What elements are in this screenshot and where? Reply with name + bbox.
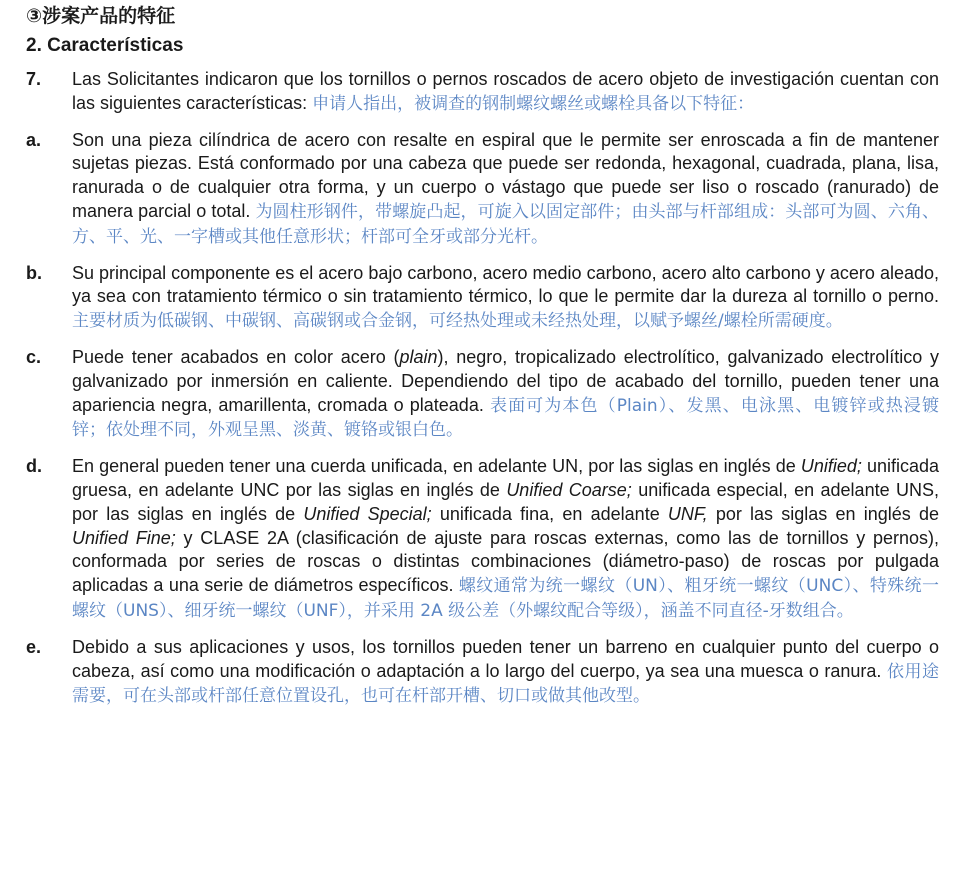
spanish-text: unificada fina, en adelante xyxy=(431,503,668,524)
spanish-italic-term: Unified Special; xyxy=(303,503,432,524)
paragraph-a xyxy=(26,129,939,250)
chinese-translation: 依用途需要，可在头部或杆部任意位置设孔，也可在杆部开槽、切口或做其他改型。 xyxy=(72,661,940,707)
spanish-text: por las siglas en inglés de xyxy=(707,503,940,524)
spanish-text: Debido a sus aplicaciones y usos, los tornillos pueden tener un barreno en cualquier punto del cuerpo o cabeza, así como una modificación o adaptación a lo largo del cuerpo, ya sea una muesca o ranura. xyxy=(72,636,939,681)
paragraph-body xyxy=(72,129,939,250)
paragraph-letter: a. xyxy=(26,129,42,150)
paragraph-body xyxy=(72,68,939,117)
chinese-translation: 表面可为本色（Plain）、发黑、电泳黑、电镀锌或热浸镀锌；依处理不同，外观呈黑、淡黄、镀铬或银白色。 xyxy=(72,395,940,441)
spanish-text: unificada especial, en adelante UNS, por las siglas en inglés de xyxy=(72,479,939,524)
paragraph-e xyxy=(26,636,939,709)
paragraph-letter: d. xyxy=(26,456,42,477)
chinese-translation: 申请人指出，被调查的钢制螺纹螺丝或螺栓具备以下特征： xyxy=(312,93,755,114)
paragraph-number: 7. xyxy=(26,69,42,89)
paragraph-d xyxy=(26,455,939,624)
paragraph-letter: e. xyxy=(26,636,42,657)
spanish-text: Las Solicitantes indicaron que los tornillos o pernos roscados de acero objeto de investigación cuentan con las siguientes características: xyxy=(72,69,939,113)
paragraph-body xyxy=(72,346,939,443)
section-heading-chinese: ③涉案产品的特征 xyxy=(26,5,176,27)
spanish-text: unificada gruesa, en adelante UNC por las siglas en inglés de xyxy=(72,456,939,500)
section-heading-spanish: 2. Características xyxy=(26,35,184,56)
spanish-italic-term: UNF, xyxy=(667,503,708,524)
paragraph-letter: c. xyxy=(26,346,42,367)
paragraph-body xyxy=(72,262,939,334)
chinese-translation: 螺纹通常为统一螺纹（UN）、粗牙统一螺纹（UNC）、特殊统一螺纹（UNS）、细牙统一螺纹（UNF），并采用 2A 级公差（外螺纹配合等级），涵盖不同直径-牙数组合。 xyxy=(72,576,939,621)
spanish-text: Su principal componente es el acero bajo carbono, acero medio carbono, acero alto carbono y acero aleado, ya sea con tratamiento térmico o sin tratamiento térmico, lo que le permite dar la dureza al tornillo o perno. xyxy=(72,262,939,307)
paragraph-c xyxy=(26,346,939,443)
chinese-translation: 为圆柱形钢件，带螺旋凸起，可旋入以固定部件；由头部与杆部组成：头部可为圆、六角、方、平、光、一字槽或其他任意形状；杆部可全牙或部分光杆。 xyxy=(72,201,940,247)
spanish-italic-term: Unified; xyxy=(800,456,862,477)
paragraph-body xyxy=(72,455,939,624)
spanish-italic-term: Unified Coarse; xyxy=(506,479,632,500)
spanish-text: ), negro, tropicalizado electrolítico, galvanizado electrolítico y galvanizado por inmersión en caliente. Dependiendo del tipo de acabado del tornillo, pueden tener una apariencia negra, amarillenta, cromada o plateada. xyxy=(72,346,940,415)
spanish-text: Puede tener acabados en color acero ( xyxy=(72,346,400,367)
chinese-translation: 主要材质为低碳钢、中碳钢、高碳钢或合金钢，可经热处理或未经热处理，以赋予螺丝/螺栓所需硬度。 xyxy=(72,311,843,332)
spanish-text: y CLASE 2A (clasificación de ajuste para roscas externas, como las de tornillos y pernos), conformada por series de roscas o distintas combinaciones (diámetro-paso) de roscas por pulgada aplicadas a una serie de diámetros específicos. xyxy=(72,527,939,596)
spanish-italic-term: Unified Fine; xyxy=(72,527,176,548)
paragraph-body xyxy=(72,636,939,709)
spanish-italic-term: plain xyxy=(399,346,438,367)
paragraph-b xyxy=(26,262,939,334)
paragraph-letter: b. xyxy=(26,262,42,283)
paragraph-7 xyxy=(26,68,939,117)
spanish-text: En general pueden tener una cuerda unificada, en adelante UN, por las siglas en inglés de xyxy=(72,456,801,477)
spanish-text: Son una pieza cilíndrica de acero con resalte en espiral que le permite ser enroscada a fin de mantener sujetas piezas. Está conformado por una cabeza que puede ser redonda, hexagonal, cuadrada, plana, lisa, ranurada o de cualquier otra forma, y un cuerpo o vástago que puede ser liso o roscado (ranurado) de manera parcial o total. xyxy=(72,129,939,221)
